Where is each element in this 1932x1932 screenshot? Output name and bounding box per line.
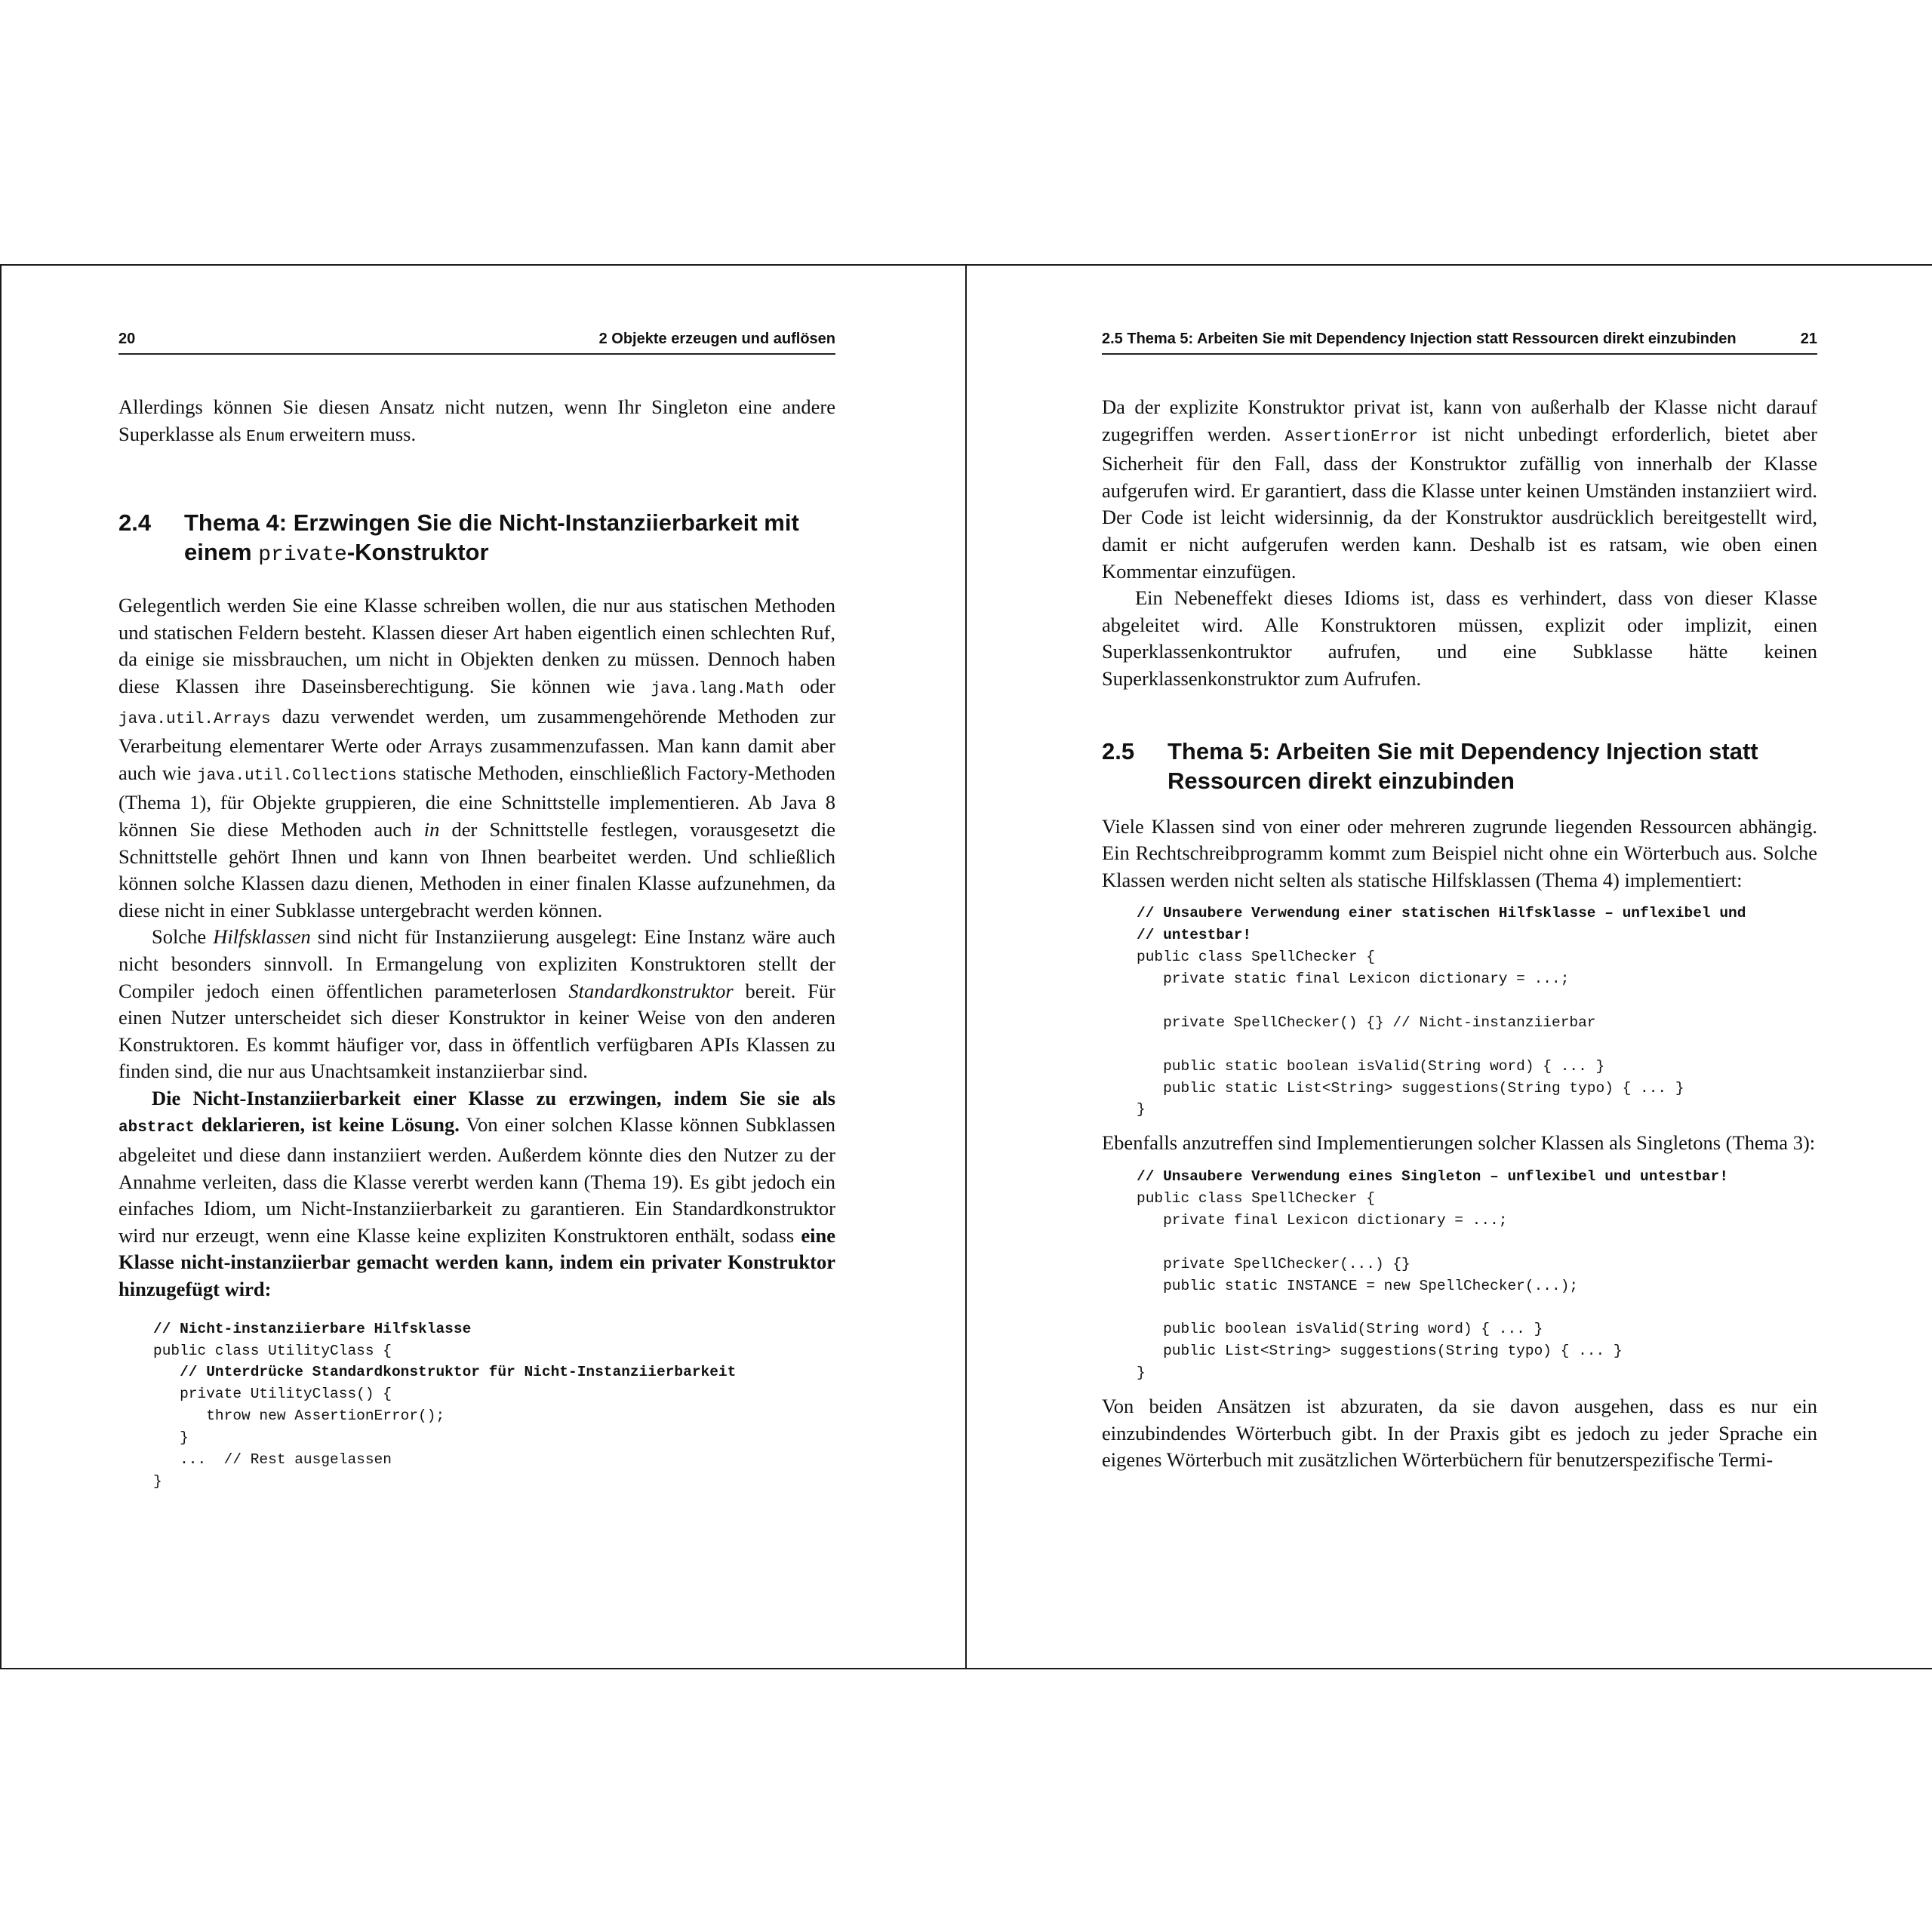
right-page <box>1102 266 1817 1668</box>
section-heading <box>1102 737 1817 795</box>
page-gutter-divider <box>965 266 967 1668</box>
page-body <box>118 394 835 1493</box>
running-header <box>1102 331 1817 355</box>
body-paragraph: Von beiden Ansätzen ist abzuraten, da sie davon ausgehen, dass es nur ein einzubindendes Wörterbuch gibt. In der Praxis gibt es jedoch zu jeder Sprache ein eigenes Wörterbuch mit zusätzlichen Wörterbüchern für benutzerspezifische Termi- <box>1102 1395 1817 1472</box>
section-title-line2: Ressourcen direkt einzubinden <box>1168 767 1515 794</box>
section-title-line1: Thema 5: Arbeiten Sie mit Dependency Injection statt <box>1168 737 1758 764</box>
code-block: // Unsaubere Verwendung eines Singleton – unflexibel und untestbar! public class SpellChecker { private final Lexicon dictionary = ...; private SpellChecker(...) {} public static INSTANCE = new SpellChecker(...); public boolean isValid(String word) { ... } public List<String> suggestions(String typo) { ... } } <box>1137 1168 1729 1382</box>
running-title: 2 Objekte erzeugen und auflösen <box>598 331 835 347</box>
left-page <box>118 266 835 1668</box>
section-number: 2.4 <box>118 509 152 537</box>
body-paragraph: Ebenfalls anzutreffen sind Implementierungen solcher Klassen als Singletons (Thema 3): <box>1102 1131 1816 1155</box>
code-block: // Nicht-instanziierbare Hilfsklasse public class UtilityClass { // Unterdrücke Standardkonstruktor für Nicht-Instanziierbarkeit private UtilityClass() { throw new AssertionError(); } ... // Rest ausgelassen } <box>153 1320 737 1490</box>
body-paragraph: Gelegentlich werden Sie eine Klasse schreiben wollen, die nur aus statischen Methoden und statischen Feldern besteht. Klassen dieser Art haben eigentlich einen schlechten Ruf, da einige sie missbrauchen, um nicht in Objekten denken zu müssen. Dennoch haben diese Klassen ihre Daseinsberechtigung. Sie können wie java.lang.Math oder java.util.Arrays dazu verwendet werden, um zusammengehörende Methoden zur Verarbeitung elementarer Werte oder Arrays zusammenzufassen. Man kann damit aber auch wie java.util.Collections statische Methoden, einschließlich Factory-Methoden (Thema 1), für Objekte gruppieren, die eine Schnittstelle implementieren. Ab Java 8 können Sie diese Methoden auch in der Schnittstelle festlegen, vorausgesetzt die Schnittstelle gehört Ihnen und kann von Ihnen bearbeitet werden. Und schließlich können solche Klassen dazu dienen, Methoden in einer finalen Klasse aufzunehmen, da diese nicht in einer Subklasse untergebracht werden können. <box>118 594 835 921</box>
page-number: 21 <box>1800 331 1817 347</box>
section-title-line1: Thema 4: Erzwingen Sie die Nicht-Instanziierbarkeit mit <box>184 509 799 537</box>
page-body <box>1102 394 1817 1474</box>
body-paragraph: Da der explizite Konstruktor privat ist, kann von außerhalb der Klasse nicht darauf zugegriffen werden. AssertionError ist nicht unbedingt erforderlich, bietet aber Sicherheit für den Fall, dass der Konstruktor zufällig von innerhalb der Klasse aufgerufen wird. Er garantiert, dass die Klasse unter keinen Umständen instanziiert wird. Der Code ist leicht widersinnig, da der Konstruktor ausdrücklich bereitgestellt wird, damit er nicht aufgerufen werden kann. Deshalb ist es ratsam, wie oben einen Kommentar einzufügen. <box>1102 395 1817 583</box>
body-paragraph: Viele Klassen sind von einer oder mehreren zugrunde liegenden Ressourcen abhängig. Ein Rechtschreibprogramm kommt zum Beispiel nicht ohne ein Wörterbuch aus. Solche Klassen werden nicht selten als statische Hilfsklassen (Thema 4) implementiert: <box>1102 814 1817 891</box>
running-header <box>118 331 835 355</box>
page-number: 20 <box>118 331 136 347</box>
section-number: 2.5 <box>1102 737 1135 764</box>
body-paragraph: Ein Nebeneffekt dieses Idioms ist, dass es verhindert, dass von dieser Klasse abgeleitet wird. Alle Konstruktoren müssen, explizit oder implizit, einen Superklassenkontruktor aufrufen, und eine Subklasse hätte keinen Superklassenkonstruktor zum Aufrufen. <box>1102 586 1817 690</box>
running-title: 2.5 Thema 5: Arbeiten Sie mit Dependency Injection statt Ressourcen direkt einzubinden <box>1102 331 1737 347</box>
body-paragraph: Die Nicht-Instanziierbarkeit einer Klasse zu erzwingen, indem Sie sie als abstract deklarieren, ist keine Lösung. Von einer solchen Klasse können Subklassen abgeleitet und diese dann instanziiert werden. Außerdem könnte dies den Nutzer zu der Annahme verleiten, dass die Klasse vererbt werden kann (Thema 19). Es gibt jedoch ein einfaches Idiom, um Nicht-Instanziierbarkeit zu garantieren. Ein Standardkonstruktor wird nur erzeugt, wenn eine Klasse keine expliziten Konstruktoren enthält, sodass eine Klasse nicht-instanziierbar gemacht werden kann, indem ein privater Konstruktor hinzugefügt wird: <box>118 1086 835 1301</box>
section-heading: 2.4 Thema 4: Erzwingen Sie die Nicht-Instanziierbarkeit mit einem private-Konstruktor <box>118 509 799 568</box>
body-paragraph: Solche Hilfsklassen sind nicht für Instanziierung ausgelegt: Eine Instanz wäre auch nicht besonders sinnvoll. In Ermangelung von expliziten Konstruktoren stellt der Compiler jedoch einen öffentlichen parameterlosen Standardkonstruktor bereit. Für einen Nutzer unterscheidet sich dieser Konstruktor in keiner Weise von den anderen Konstruktoren. Es kommt häufiger vor, dass in öffentlich verfügbaren APIs Klassen zu finden sind, die nur aus Unachtsamkeit instanziierbar sind. <box>118 925 835 1083</box>
book-spread <box>0 264 1932 1669</box>
code-block: // Unsaubere Verwendung einer statischen Hilfsklasse – unflexibel und // untestbar! public class SpellChecker { private static final Lexicon dictionary = ...; private SpellChecker() {} // Nicht-instanziierbar public static boolean isValid(String word) { ... } public static List<String> suggestions(String typo) { ... } } <box>1137 905 1746 1118</box>
intro-paragraph: Allerdings können Sie diesen Ansatz nicht nutzen, wenn Ihr Singleton eine andere Superklasse als Enum erweitern muss. <box>118 395 835 446</box>
